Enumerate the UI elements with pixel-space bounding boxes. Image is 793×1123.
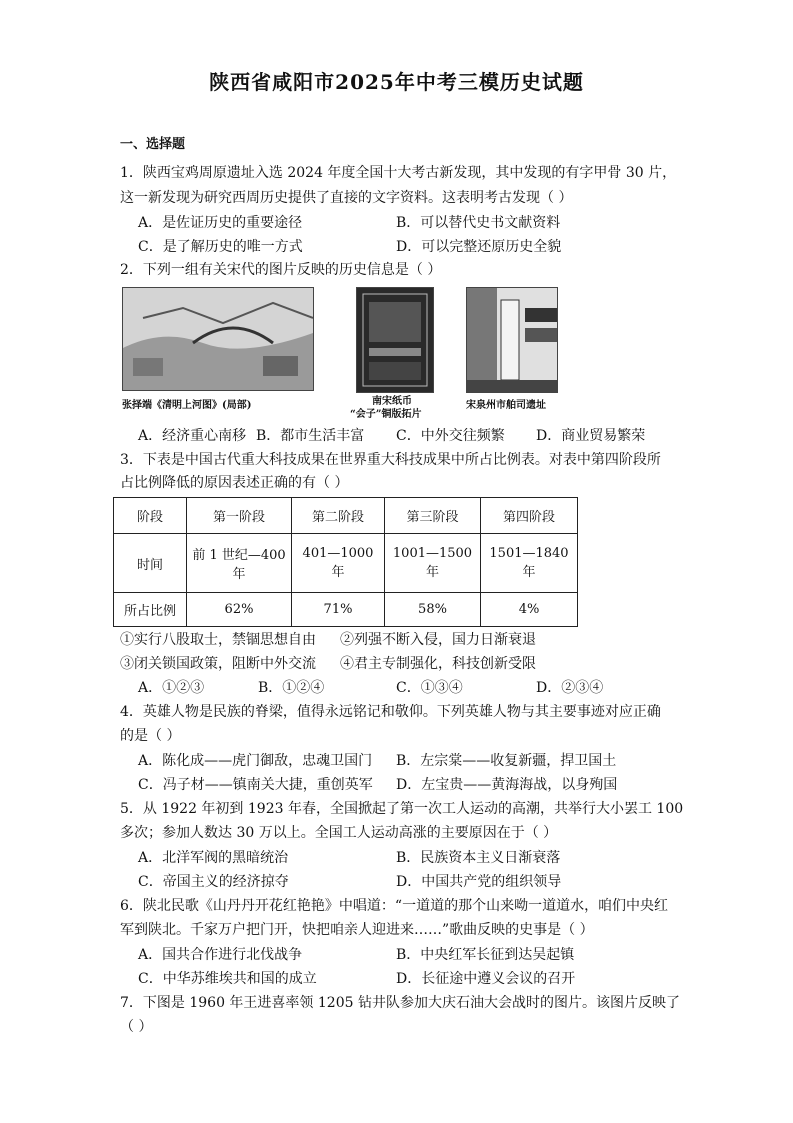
q2-option-c: C．中外交往频繁	[396, 428, 505, 444]
q2-option-d: D．商业贸易繁荣	[536, 428, 646, 444]
q4-stem-line2: 的是（ ）	[120, 728, 181, 744]
table-cell: 阶段	[114, 498, 187, 534]
qingming-painting-image	[122, 287, 314, 391]
q1-option-a: A．是佐证历史的重要途径	[138, 215, 303, 231]
q1-stem-line2: 这一新发现为研究西周历史提供了直接的文字资料。这表明考古发现（ ）	[120, 190, 573, 206]
table-row	[114, 593, 578, 627]
q1-stem-line1: 1．陕西宝鸡周原遗址入选 2024 年度全国十大考古新发现，其中发现的有字甲骨 30 片，	[120, 165, 677, 181]
q1-option-d: D．可以完整还原历史全貌	[396, 239, 562, 255]
table-cell: 第一阶段	[187, 498, 292, 534]
q5-stem-line1: 5．从 1922 年初到 1923 年春，全国掀起了第一次工人运动的高潮，共举行大小罢工 100	[120, 801, 684, 817]
table-cell: 62%	[187, 593, 292, 627]
q7-stem-line2: （ ）	[120, 1019, 153, 1035]
q2-caption-2a: 南宋纸币	[372, 396, 412, 407]
table-cell: 第二阶段	[292, 498, 385, 534]
q6-stem-line1: 6．陕北民歌《山丹丹开花红艳艳》中唱道：“一道道的那个山来呦一道道水，咱们中央红	[120, 898, 669, 914]
table-row	[114, 534, 578, 593]
q3-option-b: B．①②④	[258, 680, 325, 696]
q3-statement-2: ②列强不断入侵，国力日渐衰退	[340, 632, 536, 648]
huizi-banknote-image	[356, 287, 434, 393]
q3-option-d: D．②③④	[536, 680, 604, 696]
q5-option-d: D．中国共产党的组织领导	[396, 874, 562, 890]
q3-statement-1: ①实行八股取士，禁锢思想自由	[120, 632, 316, 648]
tech-proportion-table	[113, 497, 578, 627]
q5-option-a: A．北洋军阀的黑暗统治	[138, 850, 289, 866]
q2-stem-line1: 2．下列一组有关宋代的图片反映的历史信息是（ ）	[120, 262, 442, 278]
q3-statement-3: ③闭关锁国政策，阻断中外交流	[120, 656, 316, 672]
q2-option-b: B．都市生活丰富	[256, 428, 365, 444]
table-cell: 时间	[114, 534, 187, 593]
q6-option-d: D．长征途中遵义会议的召开	[396, 971, 576, 987]
q3-option-a: A．①②③	[138, 680, 205, 696]
q6-option-c: C．中华苏维埃共和国的成立	[138, 971, 317, 987]
q5-option-b: B．民族资本主义日渐衰落	[396, 850, 561, 866]
q2-caption-1: 张择端《清明上河图》(局部)	[122, 400, 252, 411]
table-cell: 所占比例	[114, 593, 187, 627]
q4-stem-line1: 4．英雄人物是民族的脊梁，值得永远铭记和敬仰。下列英雄人物与其主要事迹对应正确	[120, 704, 661, 720]
q4-option-d: D．左宝贵——黄海海战，以身殉国	[396, 777, 618, 793]
q2-caption-3: 宋泉州市舶司遗址	[466, 400, 546, 411]
q2-option-a: A．经济重心南移	[138, 428, 247, 444]
q6-stem-line2: 军到陕北。千家万户把门开，快把咱亲人迎进来……”歌曲反映的史事是（ ）	[120, 922, 594, 938]
q1-option-b: B．可以替代史书文献资料	[396, 215, 561, 231]
q4-option-c: C．冯子材——镇南关大捷，重创英军	[138, 777, 373, 793]
table-cell: 1501—1840 年	[481, 534, 578, 593]
page-title: 陕西省咸阳市2025年中考三模历史试题	[209, 70, 584, 94]
q5-option-c: C．帝国主义的经济掠夺	[138, 874, 289, 890]
table-header-row	[114, 498, 578, 534]
q3-option-c: C．①③④	[396, 680, 463, 696]
table-cell: 58%	[385, 593, 481, 627]
q2-caption-2b: “会子”铜版拓片	[350, 409, 422, 420]
q3-statement-4: ④君主专制强化，科技创新受限	[340, 656, 536, 672]
q4-option-b: B．左宗棠——收复新疆，捍卫国土	[396, 753, 617, 769]
section-heading: 一、选择题	[120, 137, 186, 152]
q3-stem-line1: 3．下表是中国古代重大科技成果在世界重大科技成果中所占比例表。对表中第四阶段所	[120, 452, 661, 468]
table-cell: 前 1 世纪—400 年	[187, 534, 292, 593]
q1-option-c: C．是了解历史的唯一方式	[138, 239, 303, 255]
q4-option-a: A．陈化成——虎门御敌，忠魂卫国门	[138, 753, 373, 769]
table-cell: 4%	[481, 593, 578, 627]
table-cell: 1001—1500 年	[385, 534, 481, 593]
q7-stem-line1: 7．下图是 1960 年王进喜率领 1205 钻井队参加大庆石油大会战时的图片。该图片反映了	[120, 995, 680, 1011]
table-cell: 71%	[292, 593, 385, 627]
q3-stem-line2: 占比例降低的原因表述正确的有（ ）	[120, 475, 349, 491]
q6-option-b: B．中央红军长征到达吴起镇	[396, 947, 575, 963]
table-cell: 401—1000 年	[292, 534, 385, 593]
q5-stem-line2: 多次；参加人数达 30 万以上。全国工人运动高涨的主要原因在于（ ）	[120, 825, 558, 841]
table-cell: 第三阶段	[385, 498, 481, 534]
q6-option-a: A．国共合作进行北伐战争	[138, 947, 303, 963]
table-cell: 第四阶段	[481, 498, 578, 534]
quanzhou-shibosi-image	[466, 287, 558, 393]
